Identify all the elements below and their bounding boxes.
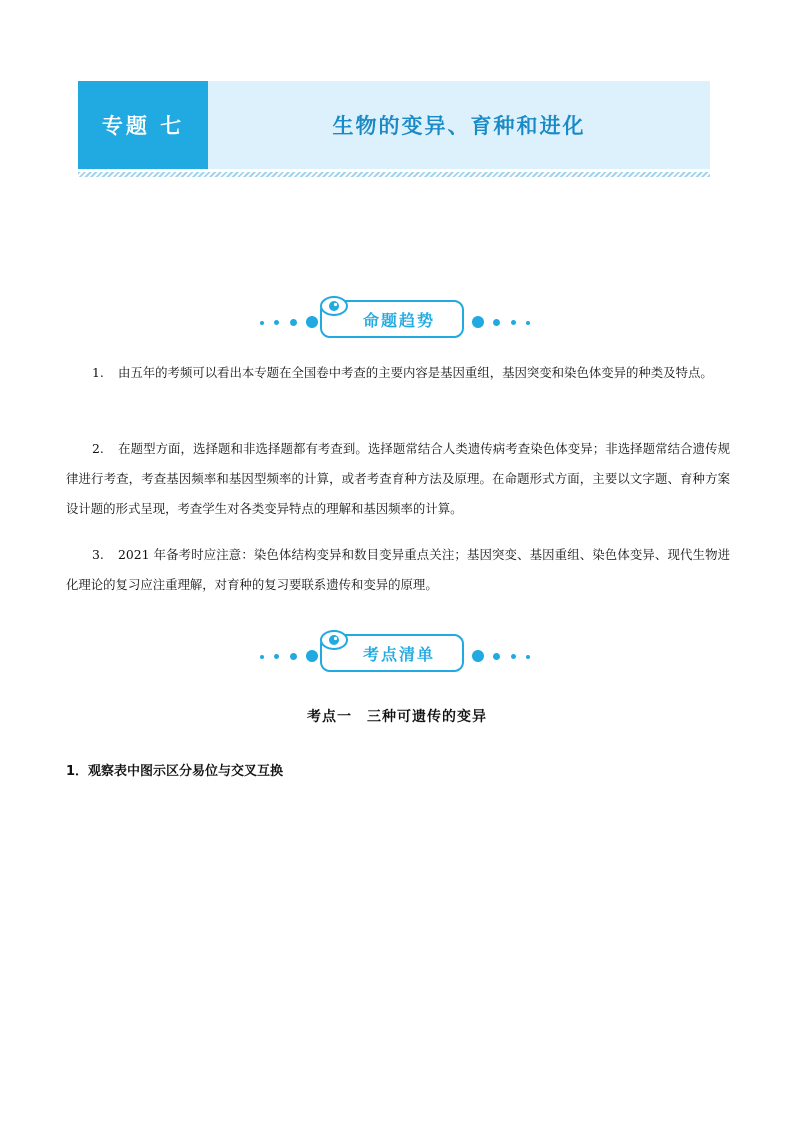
trend-paragraph-2 [66, 434, 730, 524]
paragraph-text: 2021 年备考时应注意：染色体结构变异和数目变异重点关注；基因突变、基因重组、染色体变异、现代生物进化理论的复习应注重理解，对育种的复习要联系遗传和变异的原理。 [66, 547, 730, 592]
paragraph-number: 1. [92, 365, 104, 380]
page-title: 生物的变异、育种和进化 [332, 114, 586, 138]
decor-dot [290, 319, 297, 326]
decor-dot [274, 654, 279, 659]
decor-dot [472, 650, 484, 662]
title-box [208, 81, 710, 169]
eye-icon [320, 296, 348, 316]
header-banner [78, 81, 710, 169]
header-divider [78, 172, 710, 177]
badge-label: 考点清单 [362, 644, 435, 664]
topic-label-box [78, 81, 208, 169]
decor-dot [493, 653, 500, 660]
decor-dot [260, 321, 264, 325]
checklist-title: 考点一 三种可遗传的变异 [307, 709, 487, 725]
decor-dot [290, 653, 297, 660]
decor-dot [306, 316, 318, 328]
paragraph-text: 在题型方面，选择题和非选择题都有考查到。选择题常结合人类遗传病考查染色体变异；非选择题常结合遗传规律进行考查，考查基因频率和基因型频率的计算，或者考查育种方法及原理。在命题形式方面，主要以文字题、育种方案设计题的形式呈现，考查学生对各类变异特点的理解和基因频率的计算。 [66, 441, 730, 516]
badge-label: 命题趋势 [362, 310, 435, 330]
section-badge-checklist [250, 630, 540, 674]
checklist-subheading: 1．观察表中图示区分易位与交叉互换 [66, 764, 284, 779]
decor-dot [511, 654, 516, 659]
eye-icon [320, 630, 348, 650]
decor-dot [526, 321, 530, 325]
decor-dot [472, 316, 484, 328]
decor-dot [526, 655, 530, 659]
paragraph-text: 由五年的考频可以看出本专题在全国卷中考查的主要内容是基因重组，基因突变和染色体变异的种类及特点。 [118, 365, 713, 380]
paragraph-number: 3. [92, 547, 104, 562]
decor-dot [306, 650, 318, 662]
decor-dot [274, 320, 279, 325]
trend-paragraph-1 [66, 358, 730, 388]
decor-dot [260, 655, 264, 659]
decor-dot [493, 319, 500, 326]
decor-dot [511, 320, 516, 325]
topic-label: 专题 七 [101, 114, 185, 138]
paragraph-number: 2. [92, 441, 104, 456]
section-badge-trend [250, 296, 540, 340]
trend-paragraph-3 [66, 540, 730, 600]
